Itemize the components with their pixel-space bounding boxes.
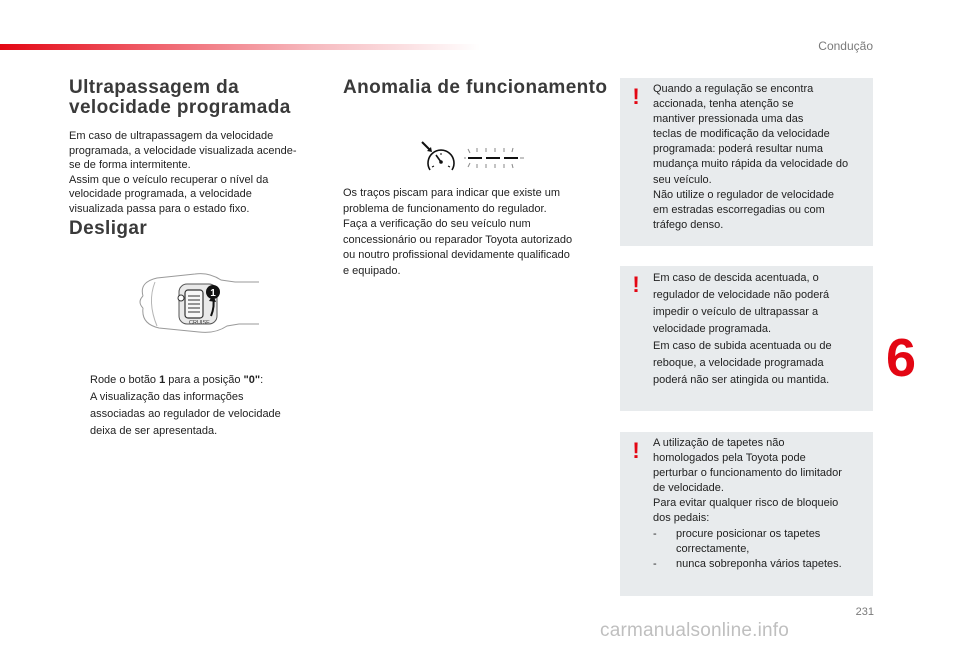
speedometer-dashes-icon (420, 140, 528, 180)
text-line: seu veículo. (653, 173, 712, 186)
page-number: 231 (855, 606, 874, 618)
text-line: concessionário ou reparador Toyota autorizado (343, 233, 573, 246)
malfunction-paragraph (343, 186, 605, 279)
text-line: Quando a regulação se encontra (653, 83, 814, 95)
text-line: Os traços piscam para indicar que existe um (343, 187, 561, 199)
header-accent-bar (0, 44, 480, 50)
warning-text (653, 270, 871, 389)
text-line: Não utilize o regulador de velocidade (653, 188, 835, 201)
text-line: accionada, tenha atenção se (653, 98, 794, 111)
text-line: perturbar o funcionamento do limitador (653, 467, 842, 480)
warning-text (653, 82, 871, 233)
text-line: velocidade programada. (653, 323, 772, 335)
text-line: Em caso de descida acentuada, o (653, 272, 819, 284)
warning-icon: ! (632, 438, 640, 463)
text-line: visualizada passa para o estado fixo. (69, 202, 250, 215)
text-line: homologados pela Toyota pode (653, 452, 806, 465)
text-line: poderá não ser atingida ou mantida. (653, 374, 830, 386)
text-line: correctamente, (676, 542, 750, 555)
text-line: Em caso de ultrapassagem da velocidade (69, 130, 274, 142)
step-first-line (90, 372, 340, 389)
text-line: ou noutro profissional devidamente qualificado (343, 249, 570, 261)
text-line: tráfego denso. (653, 218, 724, 231)
text-line: programada, a velocidade visualizada acende- (69, 144, 297, 157)
heading-switch-off: Desligar (69, 218, 148, 239)
list-item (653, 527, 871, 542)
warning-text (653, 436, 871, 572)
text-line: se de forma intermitente. (69, 159, 191, 171)
knob-label: CRUISE (189, 320, 210, 326)
overspeed-paragraph (69, 129, 329, 216)
bullet-dash: - (653, 557, 657, 570)
text-line: A utilização de tapetes não (653, 437, 785, 449)
text-line: regulador de velocidade não poderá (653, 289, 830, 301)
text-line: associadas ao regulador de velocidade (90, 408, 281, 420)
text-line: em estradas escorregadias ou com (653, 203, 825, 216)
text-line: Faça a verificação do seu veículo num (343, 218, 531, 230)
warning-box-speed-keys (620, 78, 873, 246)
text-line: velocidade programada, a velocidade (69, 188, 252, 200)
bullet-dash: - (653, 527, 657, 540)
section-title: Condução (818, 39, 873, 53)
knob-callout: 1 (210, 288, 216, 299)
heading-line: Ultrapassagem da (69, 77, 240, 98)
text-line: e equipado. (343, 264, 401, 277)
text-line: dos pedais: (653, 512, 710, 525)
warning-box-slopes (620, 266, 873, 411)
text-line: programada: poderá resultar numa (653, 143, 823, 156)
text-line: Assim que o veículo recuperar o nível da (69, 173, 269, 186)
heading-malfunction: Anomalia de funcionamento (343, 77, 608, 98)
text-line: mantiver pressionada uma das (653, 113, 804, 126)
text-line: impedir o veículo de ultrapassar a (653, 306, 819, 318)
step-post: : (260, 374, 264, 386)
text-line: Em caso de subida acentuada ou de (653, 340, 832, 352)
warning-icon: ! (632, 272, 640, 297)
text-line: A visualização das informações (90, 391, 244, 403)
warning-icon: ! (632, 84, 640, 109)
chapter-number: 6 (886, 328, 917, 388)
text-line: problema de funcionamento do regulador. (343, 202, 547, 215)
list-item (653, 557, 871, 572)
step-mid: para a posição (165, 374, 244, 386)
text-line: Para evitar qualquer risco de bloqueio (653, 497, 839, 510)
text-line: reboque, a velocidade programada (653, 357, 824, 369)
step-position: "0" (243, 374, 261, 386)
text-line: de velocidade. (653, 482, 724, 495)
cruise-control-knob-illustration (135, 268, 261, 340)
step-pre: Rode o botão (90, 374, 160, 386)
text-line: procure posicionar os tapetes (676, 527, 821, 540)
step-button-number: 1 (159, 374, 166, 386)
text-line: nunca sobreponha vários tapetes. (676, 557, 842, 570)
text-line: mudança muito rápida da velocidade do (653, 158, 849, 171)
heading-line: velocidade programada (69, 97, 291, 118)
text-line: teclas de modificação da velocidade (653, 128, 830, 141)
watermark: carmanualsonline.info (600, 620, 790, 641)
heading-overspeed (69, 78, 291, 118)
warning-box-floor-mats (620, 432, 873, 596)
text-line: deixa de ser apresentada. (90, 425, 218, 437)
